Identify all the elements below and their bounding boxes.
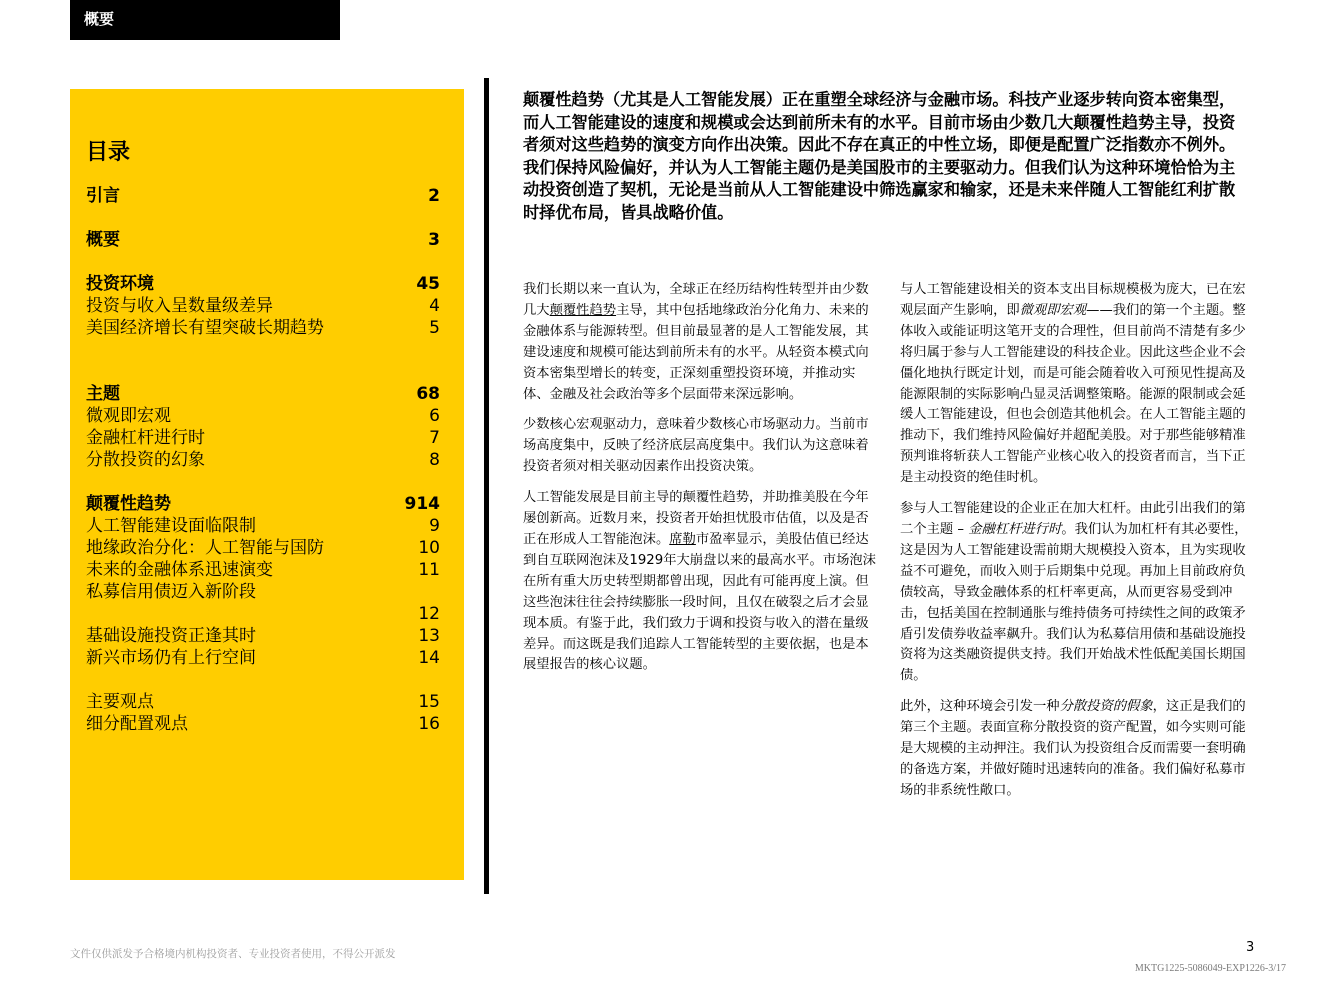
toc-page: 9 [429, 516, 440, 536]
toc-entry[interactable] [86, 647, 440, 669]
toc-label: 投资与收入呈数量级差异 [86, 296, 273, 316]
page-number: 3 [1246, 940, 1255, 955]
toc-label: 细分配置观点 [86, 714, 188, 734]
toc-label: 引言 [86, 186, 120, 206]
paragraph: 我们长期以来一直认为，全球正在经历结构性转型并由少数几大颠覆性趋势主导，其中包括地缘政治分化角力、未来的金融体系与能源转型。但目前最显著的是人工智能发展，其建设速度和规模可能达到前所未有的水平。从轻资本模式向资本密集型增长的转变，正深刻重塑投资环境，并推动实体、金融及社会政治等多个层面带来深远影响。 [523, 282, 869, 402]
document-code: MKTG1225-5086049-EXP1226-3/17 [1134, 963, 1286, 974]
toc-page: 12 [418, 604, 440, 624]
toc-page: 3 [428, 230, 440, 250]
toc-label: 人工智能建设面临限制 [86, 516, 256, 536]
toc-label: 分散投资的幻象 [86, 450, 205, 470]
toc-page: 6 [429, 406, 440, 426]
toc-label: 新兴市场仍有上行空间 [86, 648, 256, 668]
theme-name: 微观即宏观 [1019, 302, 1087, 318]
toc-page: 15 [418, 692, 440, 712]
paragraph: 此外，这种环境会引发一种分散投资的假象，这正是我们的第三个主题。表面宣称分散投资的资产配置，如今实则可能是大规模的主动押注。我们认为投资组合反而需要一套明确的备选方案，并做好随时迅速转向的准备。我们偏好私募市场的非系统性敞口。 [900, 699, 1246, 798]
link-shiller[interactable]: 席勒 [669, 531, 696, 547]
toc-entry[interactable] [86, 405, 440, 427]
paragraph: 人工智能发展是目前主导的颠覆性趋势，并助推美股在今年屡创新高。近数月来，投资者开始担忧股市估值，以及是否正在形成人工智能泡沫。席勒市盈率显示，美股估值已经达到自互联网泡沫及1929年大崩盘以来的最高水平。市场泡沫在所有重大历史转型期都曾出现，因此有可能再度上演。但这些泡沫往往会持续膨胀一段时间，且仅在破裂之后才会显现本质。有鉴于此，我们致力于调和投资与收入的潜在量级差异。而这既是我们追踪人工智能转型的主要依据，也是本展望报告的核心议题。 [523, 490, 876, 673]
toc-label: 概要 [86, 230, 120, 250]
toc-page: 10 [418, 538, 440, 558]
toc-page: 45 [416, 274, 440, 294]
link-disruptive-trends[interactable]: 颠覆性趋势 [549, 302, 617, 318]
toc-entry[interactable] [86, 691, 440, 713]
toc-label: 美国经济增长有望突破长期趋势 [86, 318, 324, 338]
toc-page: 2 [428, 186, 440, 206]
footer-disclaimer: 文件仅供派发予合格境内机构投资者、专业投资者使用，不得公开派发 [70, 948, 396, 960]
paragraph: 少数核心宏观驱动力，意味着少数核心市场驱动力。当前市场高度集中，反映了经济底层高度集中。我们认为这意味着投资者须对相关驱动因素作出投资决策。 [523, 417, 869, 475]
toc-entry-summary[interactable] [86, 229, 440, 251]
toc-entry[interactable] [86, 625, 440, 647]
toc-label: 基础设施投资正逢其时 [86, 626, 256, 646]
body-column-left [523, 280, 878, 686]
toc-page: 14 [418, 648, 440, 668]
paragraph: 参与人工智能建设的企业正在加大杠杆。由此引出我们的第二个主题 – 金融杠杆进行时。我们认为加杠杆有其必要性，这是因为人工智能建设需前期大规模投入资本，且为实现收益不可避免，而收入则于后期集中兑现。再加上目前政府负债较高，导致金融体系的杠杆率更高，从而更容易受到冲击，包括美国在控制通胀与维持债务可持续性之间的政策矛盾引发债券收益率飙升。我们认为私募信用债和基础设施投资将为这类融资提供支持。我们开始战术性低配美国长期国债。 [900, 501, 1248, 684]
toc-page: 13 [418, 626, 440, 646]
body-column-right [900, 280, 1255, 812]
toc-entry[interactable] [86, 581, 440, 603]
toc-label: 微观即宏观 [86, 406, 171, 426]
toc-label: 未来的金融体系迅速演变 [86, 560, 273, 580]
toc-label: 投资环境 [86, 274, 154, 294]
toc-label: 地缘政治分化：人工智能与国防 [86, 538, 324, 558]
section-tag: 概要 [70, 0, 340, 40]
table-of-contents [70, 89, 464, 880]
toc-entry[interactable] [86, 537, 440, 559]
toc-page: 16 [418, 714, 440, 734]
toc-label: 私募信用债迈入新阶段 [86, 582, 256, 602]
toc-entry[interactable] [86, 713, 440, 735]
toc-title: 目录 [86, 140, 131, 165]
toc-page: 68 [416, 384, 440, 404]
toc-entry[interactable] [86, 317, 440, 339]
toc-page: 7 [429, 428, 440, 448]
toc-entry[interactable] [86, 515, 440, 537]
toc-page: 11 [418, 560, 440, 580]
toc-page: 5 [429, 318, 440, 338]
toc-entry[interactable] [86, 449, 440, 471]
toc-page: 4 [429, 296, 440, 316]
toc-page: 8 [429, 450, 440, 470]
theme-name: 分散投资的假象 [1059, 699, 1153, 715]
toc-label: 颠覆性趋势 [86, 494, 171, 514]
theme-name: 金融杠杆进行时 [968, 521, 1062, 537]
toc-entry[interactable] [86, 295, 440, 317]
toc-label: 金融杠杆进行时 [86, 428, 205, 448]
toc-entry[interactable] [86, 559, 440, 581]
toc-entry-env[interactable] [86, 273, 440, 295]
toc-label: 主题 [86, 384, 120, 404]
paragraph: 与人工智能建设相关的资本支出目标规模极为庞大，已在宏观层面产生影响，即微观即宏观——我们的第一个主题。整体收入或能证明这笔开支的合理性，但目前尚不清楚有多少将归属于参与人工智能建设的科技企业。因此这些企业不会僵化地执行既定计划，而是可能会随着收入可预见性提高及能源限制的实际影响凸显灵活调整策略。能源的限制或会延缓人工智能建设，但也会创造其他机会。在人工智能主题的推动下，我们维持风险偏好并超配美股。对于那些能够精准预判谁将斩获人工智能产业核心收入的投资者而言，当下正是主动投资的绝佳时机。 [900, 282, 1246, 486]
toc-entry[interactable] [86, 427, 440, 449]
toc-entry[interactable] [86, 603, 440, 625]
vertical-divider [484, 78, 489, 894]
toc-page: 914 [404, 494, 440, 514]
toc-entry-intro[interactable] [86, 185, 440, 207]
intro-paragraph: 颠覆性趋势（尤其是人工智能发展）正在重塑全球经济与金融市场。科技产业逐步转向资本密集型，而人工智能建设的速度和规模或会达到前所未有的水平。目前市场由少数几大颠覆性趋势主导，投资者须对这些趋势的演变方向作出决策。因此不存在真正的中性立场，即便是配置广泛指数亦不例外。我们保持风险偏好，并认为人工智能主题仍是美国股市的主要驱动力。但我们认为这种环境恰恰为主动投资创造了契机，无论是当前从人工智能建设中筛选赢家和输家，还是未来伴随人工智能红利扩散时择优布局，皆具战略价值。 [523, 90, 1236, 222]
toc-entry-disruptive[interactable] [86, 493, 440, 515]
toc-entry-themes[interactable] [86, 383, 440, 405]
toc-label: 主要观点 [86, 692, 154, 712]
